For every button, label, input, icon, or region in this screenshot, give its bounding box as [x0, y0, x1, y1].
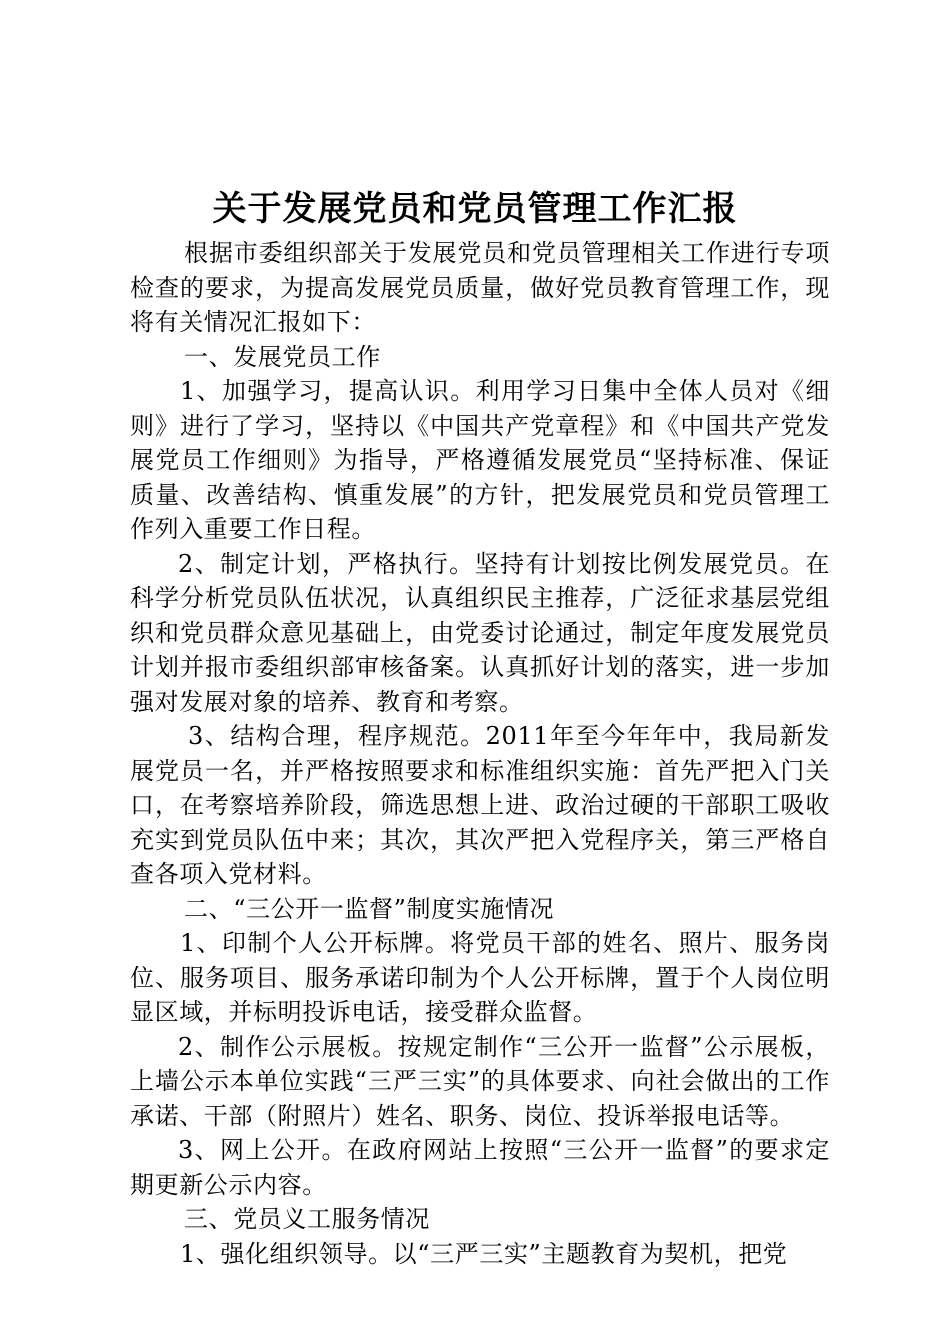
paragraph-3-1: 1、强化组织领导。以“三严三实”主题教育为契机，把党 [180, 1239, 788, 1268]
document-body [130, 236, 830, 1271]
paragraph-1-3: 3、结构合理，程序规范。2011年至今年年中，我局新发展党员一名，并严格按照要求和标准组织实施：首先严把入门关口，在考察培养阶段，筛选思想上进、政治过硬的干部职工吸收充实到党员队伍中来；其次，其次严把入党程序关，第三严格自查各项入党材料。 [130, 722, 830, 888]
intro-paragraph: 根据市委组织部关于发展党员和党员管理相关工作进行专项检查的要求，为提高发展党员质量，做好党员教育管理工作，现将有关情况汇报如下： [130, 239, 830, 336]
document-title: 关于发展党员和党员管理工作汇报 [212, 189, 738, 229]
paragraph-1-2: 2、制定计划，严格执行。坚持有计划按比例发展党员。在科学分析党员队伍状况，认真组织民主推荐，广泛征求基层党组织和党员群众意见基础上，由党委讨论通过，制定年度发展党员计划并报市委组织部审核备案。认真抓好计划的落实，进一步加强对发展对象的培养、教育和考察。 [130, 549, 830, 716]
paragraph-1-1: 1、加强学习，提高认识。利用学习日集中全体人员对《细则》进行了学习，坚持以《中国共产党章程》和《中国共产党发展党员工作细则》为指导，严格遵循发展党员“坚持标准、保证质量、改善结构、慎重发展”的方针，把发展党员和党员管理工作列入重要工作日程。 [130, 377, 830, 543]
section-heading-3: 三、党员义工服务情况 [184, 1205, 430, 1233]
section-heading-2: 二、“三公开一监督”制度实施情况 [184, 894, 555, 923]
paragraph-2-3: 3、网上公开。在政府网站上按照“三公开一监督”的要求定期更新公示内容。 [130, 1136, 830, 1199]
paragraph-2-1: 1、印制个人公开标牌。将党员干部的姓名、照片、服务岗位、服务项目、服务承诺印制为个人公开标牌，置于个人岗位明显区域，并标明投诉电话，接受群众监督。 [130, 929, 830, 1026]
paragraph-2-2: 2、制作公示展板。按规定制作“三公开一监督”公示展板，上墙公示本单位实践“三严三实”的具体要求、向社会做出的工作承诺、干部（附照片）姓名、职务、岗位、投诉举报电话等。 [130, 1032, 830, 1130]
section-heading-1: 一、发展党员工作 [184, 342, 381, 371]
